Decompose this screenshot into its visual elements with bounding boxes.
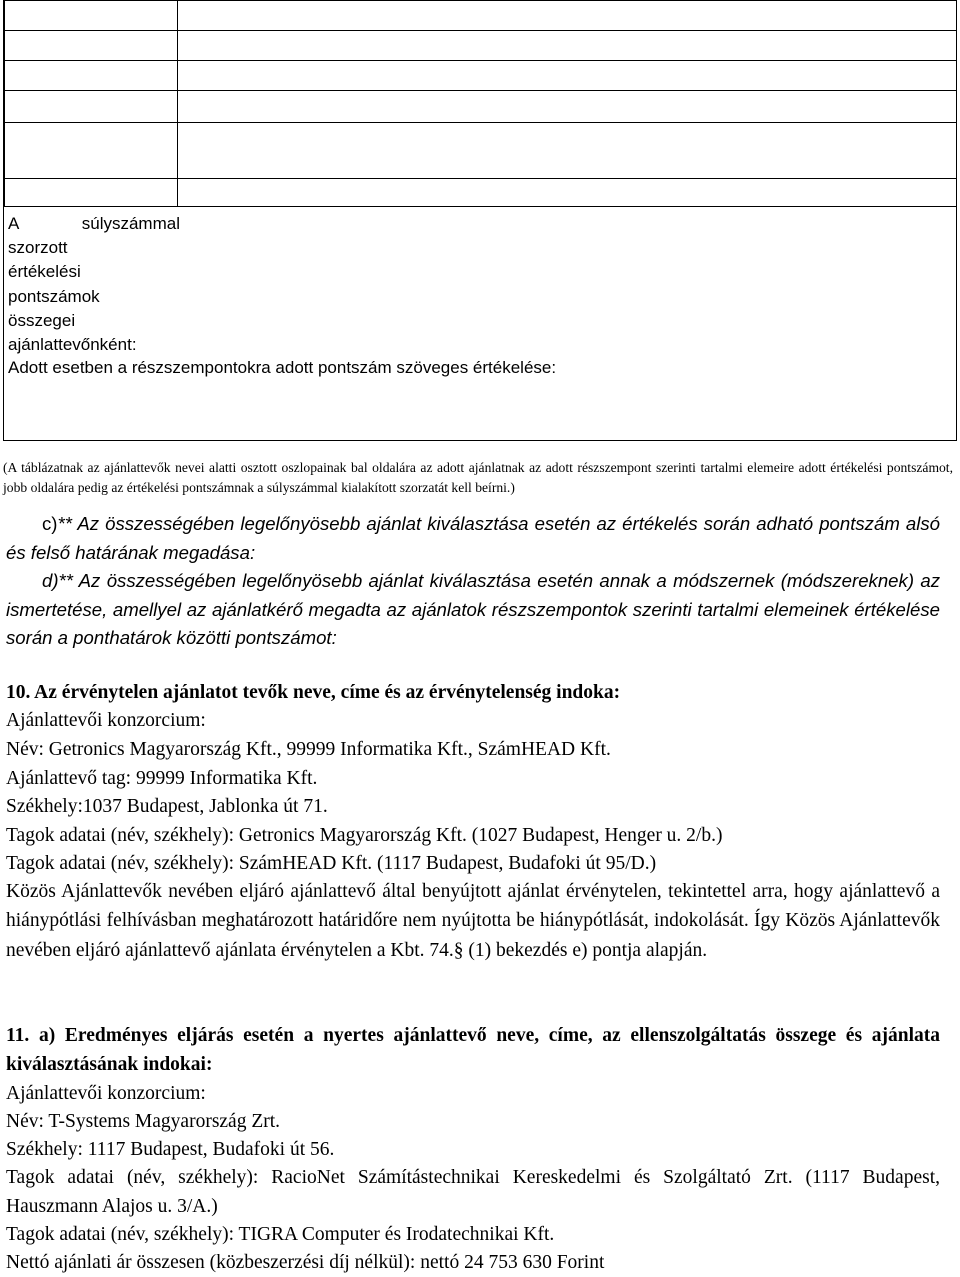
section-10-line: Székhely:1037 Budapest, Jablonka út 71. bbox=[6, 796, 328, 817]
section-c-marker: c) bbox=[42, 513, 58, 534]
section-10-line: Név: Getronics Magyarország Kft., 99999 Informatika Kft., SzámHEAD Kft. bbox=[6, 739, 611, 760]
table-divider bbox=[4, 0, 956, 1]
section-c-text: ** Az összességében legelőnyösebb ajánlat kiválasztása esetén az értékelés során adható pontszám alsó és felső határának megadása: bbox=[6, 513, 940, 563]
row-label-line: szorzott bbox=[8, 238, 68, 258]
table-divider bbox=[4, 90, 956, 91]
section-10-paragraph: Közös Ajánlattevők nevében eljáró ajánlattevő által benyújtott ajánlat érvénytelen, tekintettel arra, hogy ajánlattevő a hiánypótlási felhívásban meghatározott határidőre nem nyújtotta be hiánypótlását, indokolását. Így Közös Ajánlattevők nevében eljáró ajánlattevő ajánlata érvénytelen a Kbt. 74.§ (1) bekezdés e) pontja alapján. bbox=[6, 881, 940, 961]
section-c bbox=[6, 510, 940, 567]
section-10-line: Ajánlattevő tag: 99999 Informatika Kft. bbox=[6, 768, 318, 789]
section-10-line: Ajánlattevői konzorcium: bbox=[6, 710, 206, 731]
row-label-line: pontszámok bbox=[8, 286, 100, 306]
row-label-word: súlyszámmal bbox=[81, 214, 180, 233]
section-11-line: Név: T-Systems Magyarország Zrt. bbox=[6, 1111, 281, 1132]
evaluation-table bbox=[3, 0, 957, 441]
row-label-line: ajánlattevőnként: bbox=[8, 335, 137, 355]
table-divider bbox=[4, 30, 956, 31]
row-label-line: értékelési bbox=[8, 262, 81, 282]
section-11-line: Székhely: 1117 Budapest, Budafoki út 56. bbox=[6, 1139, 335, 1160]
table-divider bbox=[4, 206, 956, 207]
table-divider bbox=[4, 122, 956, 123]
section-d-text: d)** Az összességében legelőnyösebb ajánlat kiválasztása esetén annak a módszernek (módszereknek) az ismertetése, amellyel az ajánlatkérő megadta az ajánlatok részszempontok szerinti tartalmi elemeinek értékelése során a ponthatárok közötti pontszámot: bbox=[6, 570, 940, 648]
row-label-line bbox=[8, 212, 180, 236]
section-d bbox=[6, 567, 940, 653]
section-11-line: Ajánlattevői konzorcium: bbox=[6, 1083, 206, 1104]
row-label-line: összegei bbox=[8, 310, 76, 330]
section-10-heading: 10. Az érvénytelen ajánlatot tevők neve, címe és az érvénytelenség indoka: bbox=[6, 682, 621, 703]
section-10-line: Tagok adatai (név, székhely): Getronics Magyarország Kft. (1027 Budapest, Henger u. 2/b.) bbox=[6, 825, 723, 846]
text-evaluation-label: Adott esetben a részszempontokra adott pontszám szöveges értékelése: bbox=[8, 358, 557, 377]
section-11-member-racionet: Tagok adatai (név, székhely): RacioNet Számítástechnikai Kereskedelmi és Szolgáltató Zrt. (1117 Budapest, Hauszmann Alajos u. 3/A.) bbox=[6, 1167, 940, 1218]
table-instruction-note: (A táblázatnak az ajánlattevők nevei alatti osztott oszlopainak bal oldalára az adott ajánlatnak az adott részszempont szerinti tartalmi elemeire adott értékelési pontszámot, jobb oldalára pedig az értékelési pontszámnak a súlyszámmal kialakított szorzatát kell beírni.) bbox=[3, 460, 953, 495]
section-10-line: Tagok adatai (név, székhely): SzámHEAD Kft. (1117 Budapest, Budafoki út 95/D.) bbox=[6, 853, 657, 874]
section-11-heading: 11. a) Eredményes eljárás esetén a nyertes ajánlattevő neve, címe, az ellenszolgáltatás összege és ajánlata kiválasztásának indokai: bbox=[6, 1025, 940, 1076]
row-label-weighted-scores bbox=[8, 212, 180, 357]
section-11-line: Tagok adatai (név, székhely): TIGRA Computer és Irodatechnikai Kft. bbox=[6, 1224, 555, 1245]
table-divider bbox=[4, 60, 956, 61]
row-label-word: A bbox=[8, 214, 20, 233]
table-divider bbox=[4, 178, 956, 179]
section-11-net-price: Nettó ajánlati ár összesen (közbeszerzési díj nélkül): nettó 24 753 630 Forint bbox=[6, 1252, 605, 1273]
